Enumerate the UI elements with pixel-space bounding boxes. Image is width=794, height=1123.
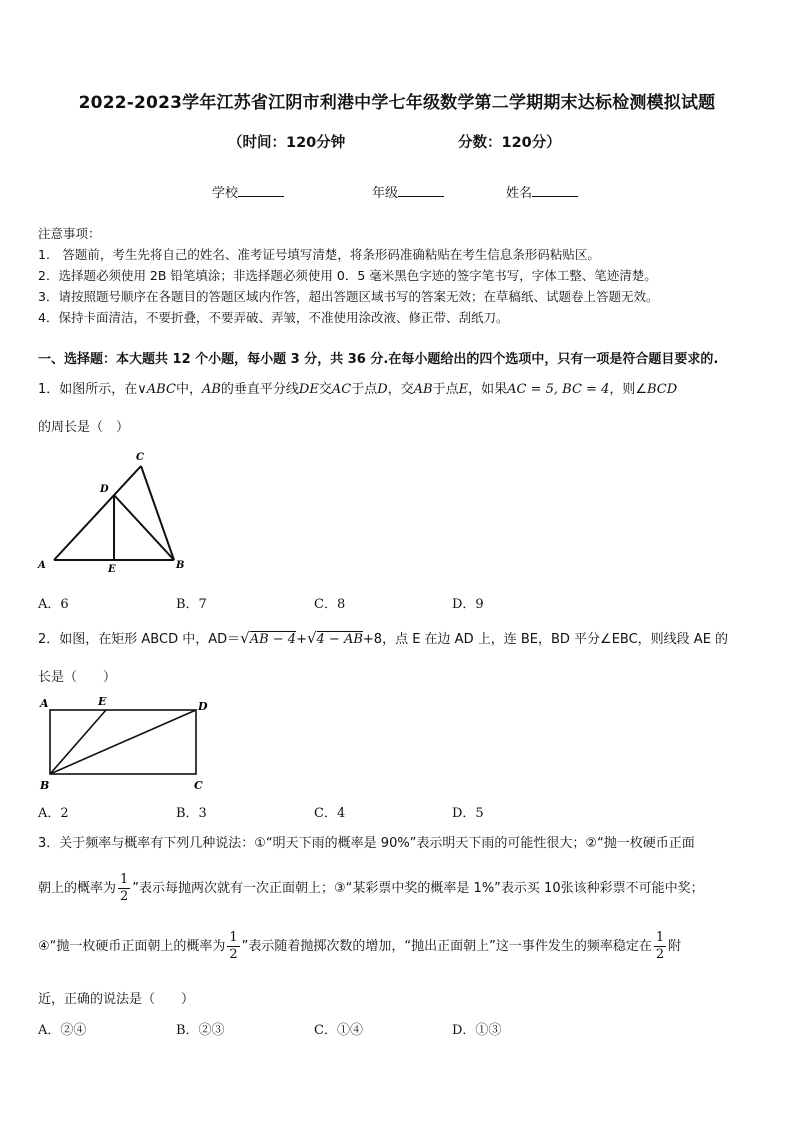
label-e: E [108,564,116,575]
segment-bc [141,466,174,560]
notice-item: 3．请按照题号顺序在各题目的答题区域内作答，超出答题区域书写的答案无效；在草稿纸、试题卷上答题无效。 [38,289,659,304]
fraction-half: $\frac{1}{2}$ [229,930,238,962]
q1-option-d[interactable]: D．9 [452,597,484,612]
q3-option-a[interactable]: A．②④ [38,1023,87,1038]
q1-option-c[interactable]: C．8 [314,597,346,612]
grade-field [372,182,444,201]
q2-option-d[interactable]: D．5 [452,806,484,821]
segment-ac [54,466,141,560]
q1-stem: 1．如图所示，在∨ABC中，AB的垂直平分线DE交AC于点D，交AB于点E，如果AC = 5, BC = 4，则∠BCD [38,382,678,397]
label-c: C [194,779,203,792]
label-e: E [98,695,107,708]
school-label: 学校 [212,186,239,201]
notice-item: 2．选择题必须使用 2B 铅笔填涂；非选择题必须使用 0．5 毫米黑色字迹的签字笔书写，字体工整、笔迹清楚。 [38,268,657,283]
school-field [212,182,284,201]
label-d: D [100,484,109,495]
q2-option-a[interactable]: A．2 [38,806,69,821]
name-field [506,182,578,201]
fraction-half: $\frac{1}{2}$ [120,872,129,904]
q1-triangle-figure [36,448,196,578]
segment-be [50,710,106,774]
exam-score: 分数：120分） [458,135,561,151]
label-d: D [198,700,208,713]
notice-item: 4．保持卡面清洁，不要折叠，不要弄破、弄皱，不准使用涂改液、修正带、刮纸刀。 [38,310,509,325]
exam-time: （时间：120分钟 [228,135,346,151]
fraction-half: $\frac{1}{2}$ [655,930,665,962]
q3-stem-line1: 3．关于频率与概率有下列几种说法：①“明天下雨的概率是 90%”表示明天下雨的可能性很大；②“抛一枚硬币正面 [38,836,695,851]
q1-option-a[interactable]: A．6 [38,597,69,612]
label-c: C [136,452,144,463]
q3-stem-line2: 朝上的概率为 $\frac{1}{2}$ ”表示每抛两次就有一次正面朝上；③“某彩票中奖的概率是 1%”表示买 10张该种彩票不可能中奖； [38,872,704,904]
q3-stem-line4: 近，正确的说法是（ ） [38,992,195,1007]
notice-item: 1. 答题前，考生先将自己的姓名、准考证号填写清楚，将条形码准确粘贴在考生信息条形码粘贴区。 [38,247,600,262]
q2-option-b[interactable]: B．3 [176,806,207,821]
q3-option-c[interactable]: C．①④ [314,1023,363,1038]
school-blank [238,184,284,197]
q2-rectangle-figure [36,692,216,792]
name-label: 姓名 [506,186,533,201]
q3-stem-line3: ④“抛一枚硬币正面朝上的概率为 $\frac{1}{2}$ ”表示随着抛掷次数的增加，“抛出正面朝上”这一事件发生的频率稳定在 $\frac{1}{2}$ 附 [38,930,682,962]
q2-option-c[interactable]: C．4 [314,806,346,821]
q2-stem-line2: 长是（ ） [38,670,117,685]
q1-option-b[interactable]: B．7 [176,597,207,612]
label-a: A [40,697,49,710]
grade-blank [398,184,444,197]
grade-label: 年级 [372,186,399,201]
q3-option-d[interactable]: D．①③ [452,1023,502,1038]
q3-option-b[interactable]: B．②③ [176,1023,225,1038]
q1-stem-line2: 的周长是（ ） [38,420,130,435]
segment-bd [114,495,174,560]
name-blank [532,184,578,197]
notice-heading: 注意事项： [38,226,101,241]
label-b: B [40,779,50,792]
page-title: 2022-2023学年江苏省江阴市利港中学七年级数学第二学期期末达标检测模拟试题 [78,93,716,113]
label-a: A [38,560,46,571]
section-heading: 一、选择题：本大题共 12 个小题，每小题 3 分，共 36 分.在每小题给出的四个选项中，只有一项是符合题目要求的. [38,352,719,367]
segment-bd [50,710,196,774]
label-b: B [176,560,185,571]
q2-stem: 2．如图，在矩形 ABCD 中，AD＝√AB − 4+√4 − AB+8，点 E 在边 AD 上，连 BE，BD 平分∠EBC，则线段 AE 的 [38,629,729,647]
